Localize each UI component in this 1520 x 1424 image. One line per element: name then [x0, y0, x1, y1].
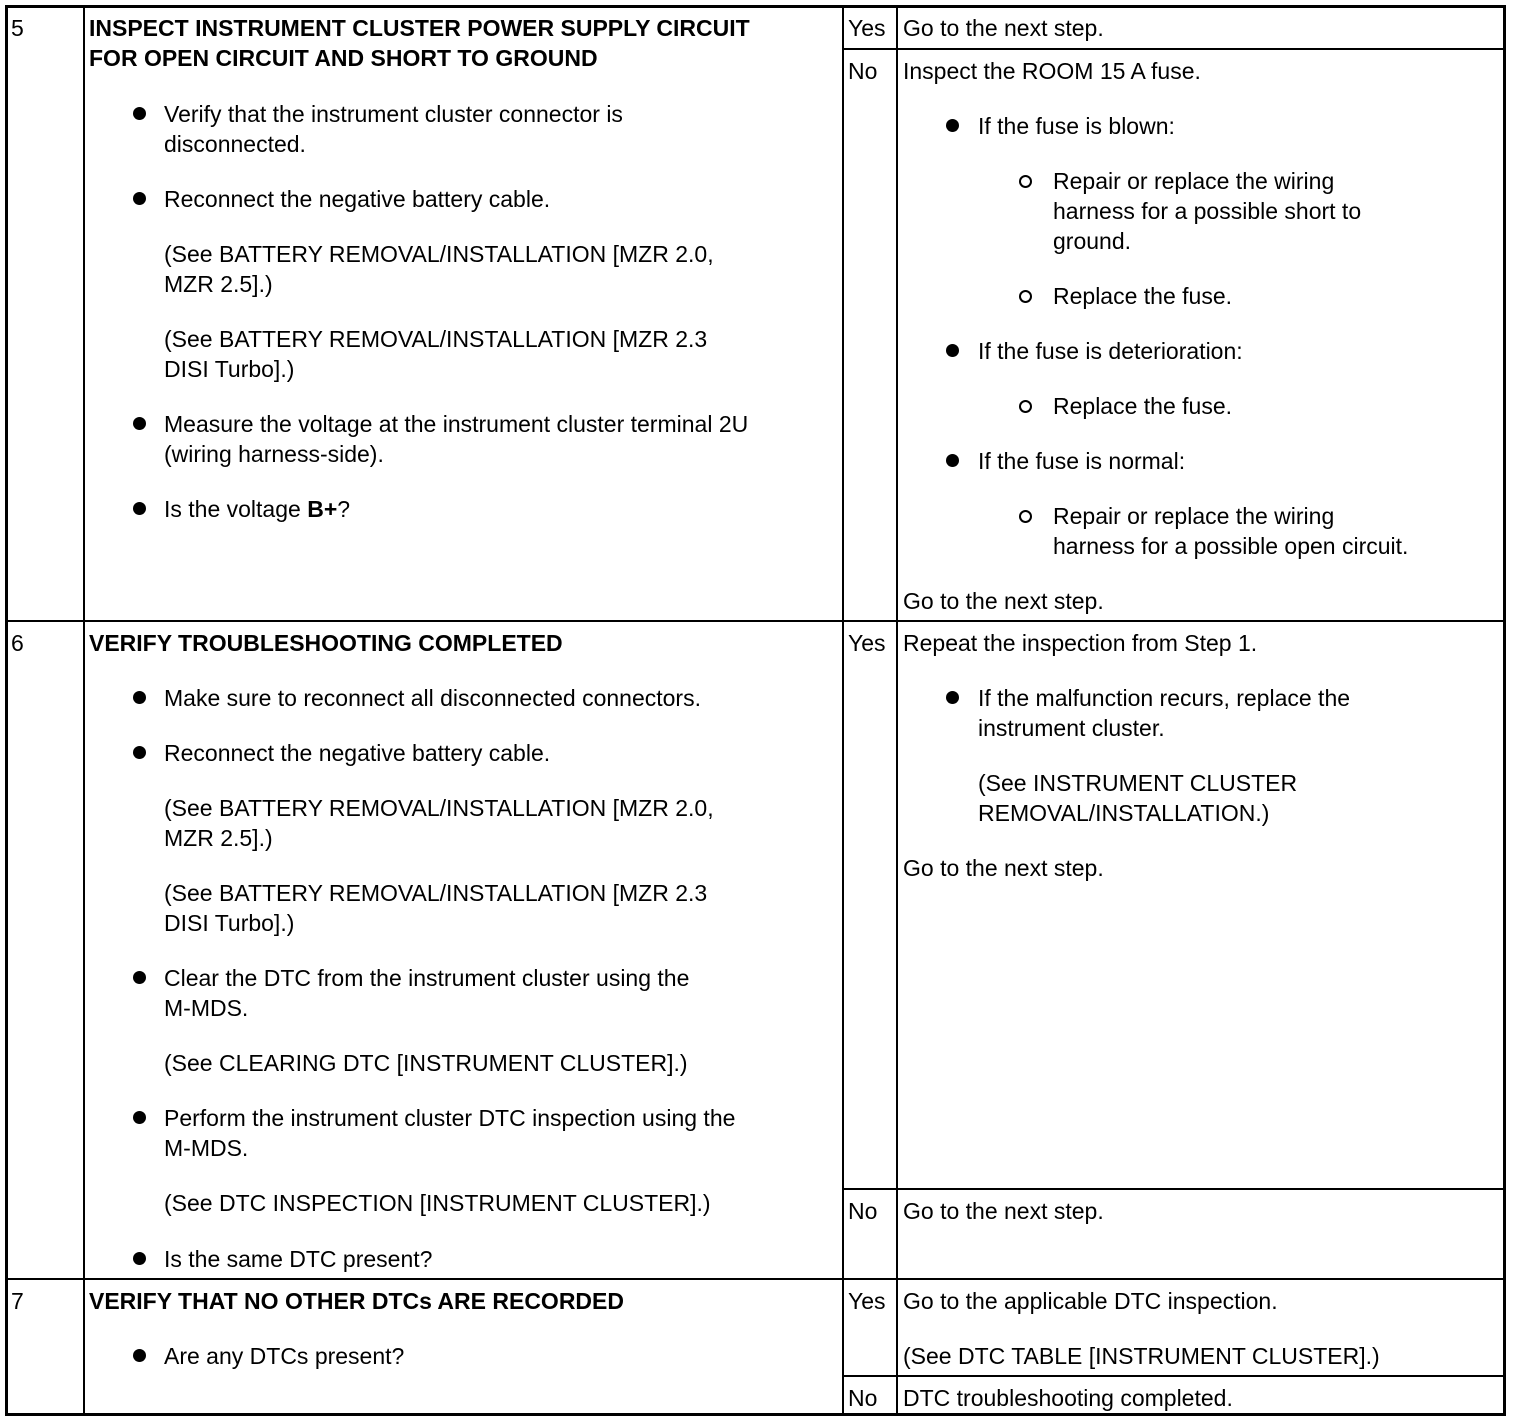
- step-text: DISI Turbo].): [164, 356, 295, 382]
- yes-action: Go to the applicable DTC inspection.: [903, 1288, 1278, 1314]
- step-text: Make sure to reconnect all disconnected connectors.: [164, 685, 701, 711]
- yes-label: Yes: [848, 1288, 886, 1314]
- step-text: Reconnect the negative battery cable.: [164, 740, 551, 766]
- step-number: 5: [11, 15, 24, 41]
- yes-no-divider: [842, 1188, 1503, 1190]
- no-action: Repair or replace the wiring: [1053, 168, 1335, 194]
- step-title: VERIFY THAT NO OTHER DTCs ARE RECORDED: [89, 1288, 624, 1314]
- sub-bullet-icon: [1019, 290, 1032, 303]
- yes-label: Yes: [848, 630, 886, 656]
- step-text: DISI Turbo].): [164, 910, 295, 936]
- col-divider: [83, 8, 85, 1413]
- bullet-icon: [133, 502, 146, 515]
- bullet-icon: [946, 454, 959, 467]
- step-text: (See CLEARING DTC [INSTRUMENT CLUSTER].): [164, 1050, 688, 1076]
- bullet-icon: [946, 344, 959, 357]
- step-number: 7: [11, 1288, 24, 1314]
- step-title: INSPECT INSTRUMENT CLUSTER POWER SUPPLY CIRCUIT: [89, 15, 750, 41]
- bullet-icon: [946, 119, 959, 132]
- col-divider: [896, 8, 898, 1413]
- bullet-icon: [133, 691, 146, 704]
- sub-bullet-icon: [1019, 175, 1032, 188]
- bullet-icon: [133, 192, 146, 205]
- step-text: disconnected.: [164, 131, 306, 157]
- sub-bullet-icon: [1019, 400, 1032, 413]
- yes-action: Go to the next step.: [903, 855, 1104, 881]
- step-text: (wiring harness-side).: [164, 441, 384, 467]
- no-action: harness for a possible open circuit.: [1053, 533, 1409, 559]
- step-text: MZR 2.5].): [164, 271, 273, 297]
- no-action: Repair or replace the wiring: [1053, 503, 1335, 529]
- col-divider: [842, 8, 844, 1413]
- yes-action: instrument cluster.: [978, 715, 1165, 741]
- step-text: MZR 2.5].): [164, 825, 273, 851]
- bullet-icon: [133, 1349, 146, 1362]
- step-text: Measure the voltage at the instrument cluster terminal 2U: [164, 411, 749, 437]
- no-label: No: [848, 58, 878, 84]
- no-action: ground.: [1053, 228, 1132, 254]
- bullet-icon: [946, 691, 959, 704]
- bullet-icon: [133, 746, 146, 759]
- step-text: (See BATTERY REMOVAL/INSTALLATION [MZR 2.3: [164, 326, 708, 352]
- step-text: M-MDS.: [164, 1135, 249, 1161]
- step-text: Perform the instrument cluster DTC inspection using the: [164, 1105, 736, 1131]
- step-text: Reconnect the negative battery cable.: [164, 186, 551, 212]
- step-text: Are any DTCs present?: [164, 1343, 405, 1369]
- bullet-icon: [133, 1252, 146, 1265]
- bullet-icon: [133, 1111, 146, 1124]
- step-title: VERIFY TROUBLESHOOTING COMPLETED: [89, 630, 563, 656]
- step-text: (See BATTERY REMOVAL/INSTALLATION [MZR 2.0,: [164, 795, 714, 821]
- step-text: (See DTC INSPECTION [INSTRUMENT CLUSTER].): [164, 1190, 711, 1216]
- step-text: Is the same DTC present?: [164, 1246, 433, 1272]
- no-action: If the fuse is deterioration:: [978, 338, 1243, 364]
- no-action: If the fuse is blown:: [978, 113, 1175, 139]
- yes-no-divider: [842, 1375, 1503, 1377]
- row-divider: [8, 1278, 1503, 1280]
- step-text: Clear the DTC from the instrument cluster using the: [164, 965, 690, 991]
- no-action: harness for a possible short to: [1053, 198, 1362, 224]
- sub-bullet-icon: [1019, 510, 1032, 523]
- bullet-icon: [133, 107, 146, 120]
- step-text: Is the voltage B+?: [164, 496, 351, 522]
- yes-action: REMOVAL/INSTALLATION.): [978, 800, 1270, 826]
- no-action: Go to the next step.: [903, 588, 1104, 614]
- step-text: (See BATTERY REMOVAL/INSTALLATION [MZR 2.3: [164, 880, 708, 906]
- yes-action: If the malfunction recurs, replace the: [978, 685, 1351, 711]
- step-text: (See BATTERY REMOVAL/INSTALLATION [MZR 2.0,: [164, 241, 714, 267]
- yes-label: Yes: [848, 15, 886, 41]
- no-action: DTC troubleshooting completed.: [903, 1385, 1233, 1411]
- yes-action: Repeat the inspection from Step 1.: [903, 630, 1258, 656]
- bullet-icon: [133, 971, 146, 984]
- step-text: Verify that the instrument cluster connector is: [164, 101, 623, 127]
- yes-action: (See INSTRUMENT CLUSTER: [978, 770, 1298, 796]
- row-divider: [8, 620, 1503, 622]
- step-title: FOR OPEN CIRCUIT AND SHORT TO GROUND: [89, 45, 598, 71]
- no-action: Go to the next step.: [903, 1198, 1104, 1224]
- yes-no-divider: [842, 48, 1503, 50]
- step-number: 6: [11, 630, 24, 656]
- no-action: Replace the fuse.: [1053, 283, 1233, 309]
- no-label: No: [848, 1385, 878, 1411]
- yes-action: (See DTC TABLE [INSTRUMENT CLUSTER].): [903, 1343, 1380, 1369]
- step-text: M-MDS.: [164, 995, 249, 1021]
- bullet-icon: [133, 417, 146, 430]
- no-action: Inspect the ROOM 15 A fuse.: [903, 58, 1201, 84]
- no-action: Replace the fuse.: [1053, 393, 1233, 419]
- no-label: No: [848, 1198, 878, 1224]
- yes-action: Go to the next step.: [903, 15, 1104, 41]
- no-action: If the fuse is normal:: [978, 448, 1186, 474]
